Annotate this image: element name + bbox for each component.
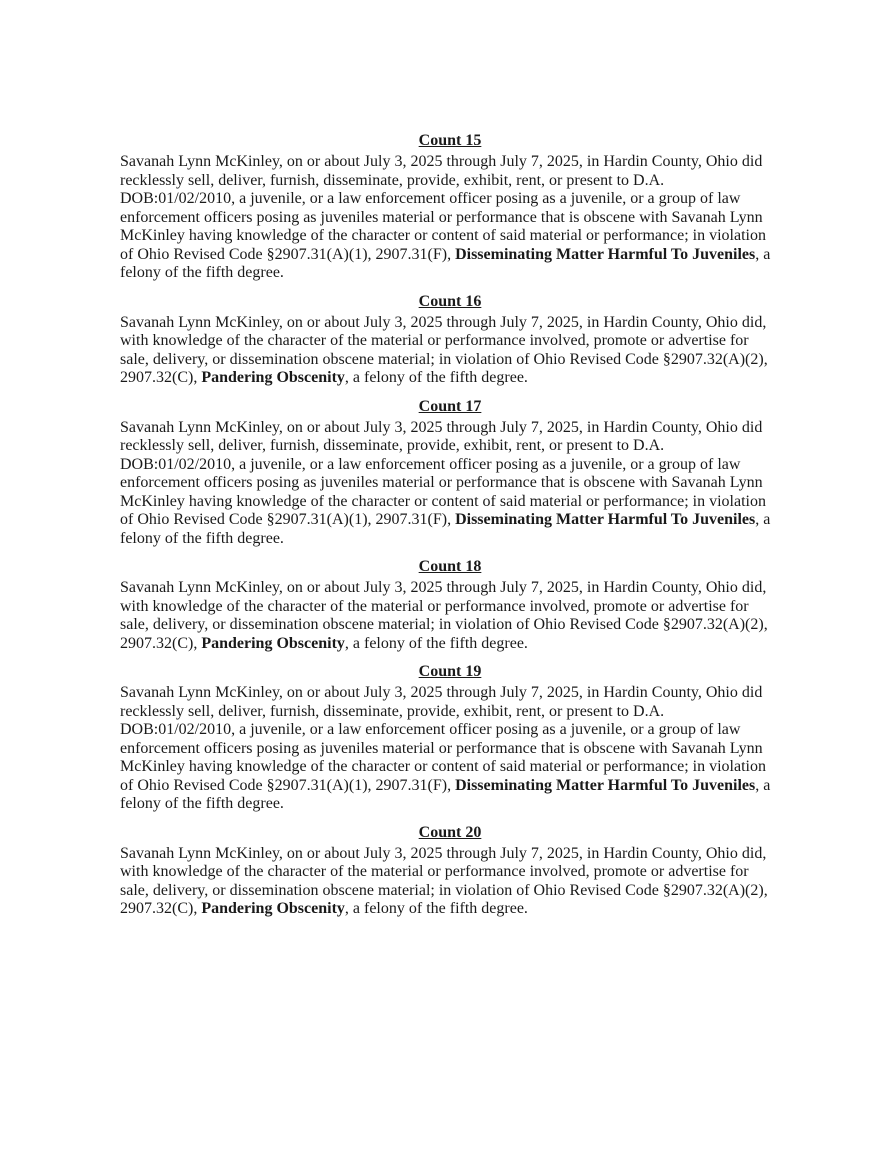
count-paragraph <box>120 579 780 653</box>
count-section <box>120 397 780 549</box>
count-section <box>120 131 780 283</box>
count-paragraph <box>120 314 780 388</box>
count-title: Count 16 <box>418 292 482 310</box>
count-section <box>120 292 780 388</box>
count-text: Savanah Lynn McKinley, on or about July 3, 2025 through July 7, 2025, in Hardin County, Ohio did recklessly sell, deliver, furnish, disseminate, provide, exhibit, rent, or present to D.A. DOB:01/02/2010, a juvenile, or a law enforcement officer posing as a juvenile, or a group of law enforcement officers posing as juveniles material or performance that is obscene with Savanah Lynn McKinley having knowledge of the character or content of said material or performance; in violation of Ohio Revised Code §2907.31(A)(1), 2907.31(F), <box>120 153 766 263</box>
count-suffix: , a felony of the fifth degree. <box>120 511 771 547</box>
count-section <box>120 557 780 653</box>
count-suffix: , a felony of the fifth degree. <box>344 900 528 917</box>
count-section <box>120 823 780 919</box>
offense-name: Pandering Obscenity <box>201 634 345 652</box>
count-paragraph <box>120 419 780 549</box>
count-suffix: , a felony of the fifth degree. <box>120 245 771 281</box>
count-title: Count 15 <box>418 132 482 149</box>
count-title: Count 19 <box>418 663 482 680</box>
count-paragraph <box>120 153 780 283</box>
count-suffix: , a felony of the fifth degree. <box>120 776 771 812</box>
offense-name: Disseminating Matter Harmful To Juveniles <box>455 511 756 528</box>
count-suffix: , a felony of the fifth degree. <box>344 634 528 652</box>
offense-name: Disseminating Matter Harmful To Juveniles <box>455 245 756 263</box>
count-text: Savanah Lynn McKinley, on or about July 3, 2025 through July 7, 2025, in Hardin County, Ohio did, with knowledge of the character of the material or performance involved, promote or advertise for sale, delivery, or dissemination obscene material; in violation of Ohio Revised Code §2907.32(A)(2), 2907.32(C), <box>120 313 768 386</box>
offense-name: Disseminating Matter Harmful To Juveniles <box>455 776 756 794</box>
document-body <box>120 131 780 928</box>
count-text: Savanah Lynn McKinley, on or about July 3, 2025 through July 7, 2025, in Hardin County, Ohio did recklessly sell, deliver, furnish, disseminate, provide, exhibit, rent, or present to D.A. DOB:01/02/2010, a juvenile, or a law enforcement officer posing as a juvenile, or a group of law enforcement officers posing as juveniles material or performance that is obscene with Savanah Lynn McKinley having knowledge of the character or content of said material or performance; in violation of Ohio Revised Code §2907.31(A)(1), 2907.31(F), <box>120 418 766 528</box>
count-section <box>120 662 780 814</box>
count-suffix: , a felony of the fifth degree. <box>344 369 528 386</box>
count-paragraph <box>120 845 780 919</box>
count-title: Count 20 <box>418 823 482 841</box>
count-text: Savanah Lynn McKinley, on or about July 3, 2025 through July 7, 2025, in Hardin County, Ohio did, with knowledge of the character of the material or performance involved, promote or advertise for sale, delivery, or dissemination obscene material; in violation of Ohio Revised Code §2907.32(A)(2), 2907.32(C), <box>120 844 768 917</box>
count-paragraph <box>120 684 780 814</box>
offense-name: Pandering Obscenity <box>201 900 345 917</box>
offense-name: Pandering Obscenity <box>201 369 345 386</box>
count-text: Savanah Lynn McKinley, on or about July 3, 2025 through July 7, 2025, in Hardin County, Ohio did recklessly sell, deliver, furnish, disseminate, provide, exhibit, rent, or present to D.A. DOB:01/02/2010, a juvenile, or a law enforcement officer posing as a juvenile, or a group of law enforcement officers posing as juveniles material or performance that is obscene with Savanah Lynn McKinley having knowledge of the character or content of said material or performance; in violation of Ohio Revised Code §2907.31(A)(1), 2907.31(F), <box>120 684 766 794</box>
count-text: Savanah Lynn McKinley, on or about July 3, 2025 through July 7, 2025, in Hardin County, Ohio did, with knowledge of the character of the material or performance involved, promote or advertise for sale, delivery, or dissemination obscene material; in violation of Ohio Revised Code §2907.32(A)(2), 2907.32(C), <box>120 579 768 652</box>
count-title: Count 17 <box>418 397 482 415</box>
count-title: Count 18 <box>418 558 482 575</box>
